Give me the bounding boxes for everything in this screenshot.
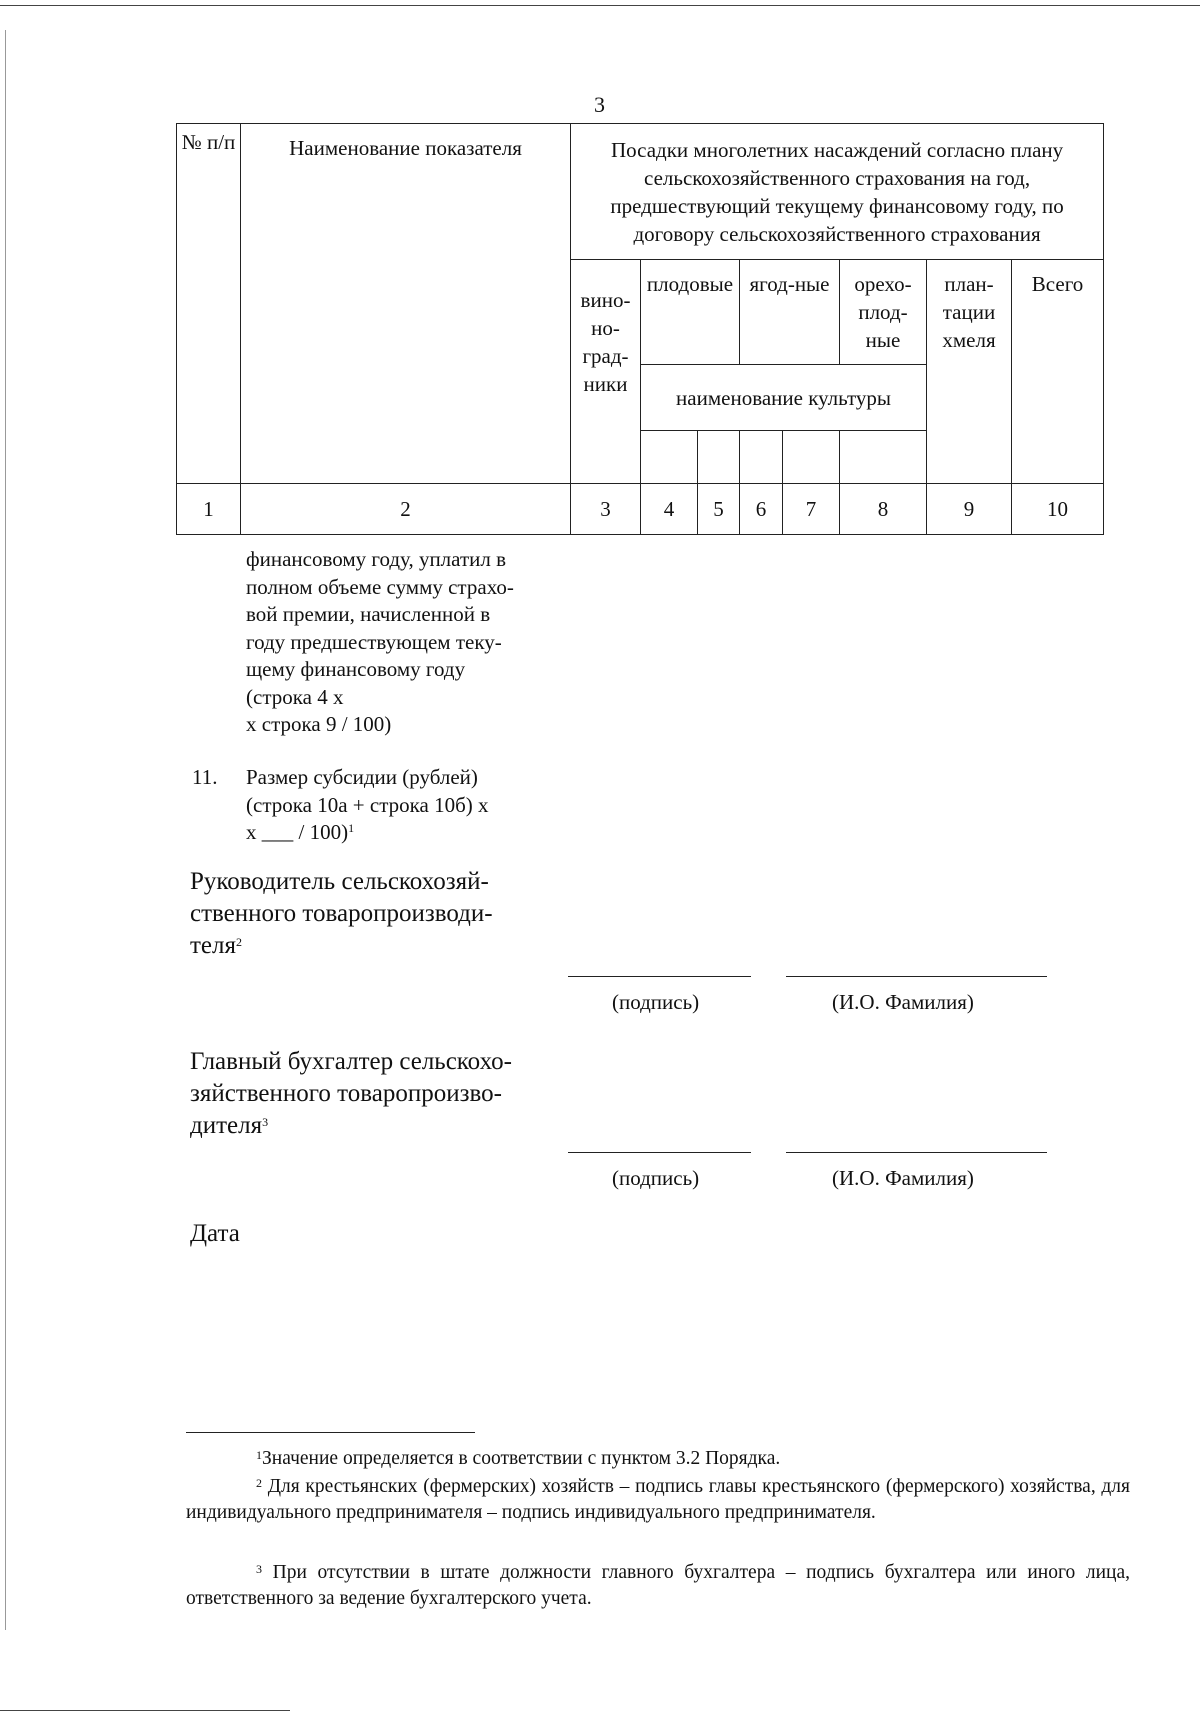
item-11-line: х ___ / 100) <box>246 820 349 844</box>
col-number: 3 <box>571 484 641 535</box>
footnote-text: При отсутствии в штате должности главного бухгалтера – подпись бухгалтера или иного лица, ответственного за ведение бухгалтерского учета. <box>186 1562 1130 1609</box>
col-num-header: № п/п <box>177 124 241 484</box>
row-line: полном объеме сумму страхо- <box>246 574 514 599</box>
item-11-number: 11. <box>192 765 218 789</box>
head-name-caption: (И.О. Фамилия) <box>832 990 974 1014</box>
item-11-line: Размер субсидии (рублей) <box>246 765 478 789</box>
accountant-signature-caption: (подпись) <box>612 1166 700 1190</box>
col-vineyards-header: вино-но-град-ники <box>571 260 641 484</box>
head-signature-line[interactable] <box>568 976 751 977</box>
head-name-line[interactable] <box>786 976 1047 977</box>
footnote-ref: 3 <box>262 1115 269 1129</box>
col-fruit-header: плодовые <box>641 260 740 365</box>
col-group-header: Посадки многолетних насаждений согласно плану сельскохозяйственного страхования на год, предшествующий текущему финансовому году, по договору сельскохозяйственного страхования <box>571 124 1104 260</box>
col-nut-header: орехо-плод-ные <box>840 260 927 365</box>
culture-cell <box>698 431 740 484</box>
culture-cell <box>783 431 840 484</box>
header-table <box>176 123 1104 535</box>
col-number: 10 <box>1012 484 1104 535</box>
footnote-text: Для крестьянских (фермерских) хозяйств – подпись главы крестьянского (фермерского) хозяйства, для индивидуального предпринимателя – подпись индивидуального предпринимателя. <box>186 1476 1131 1523</box>
head-title-line: теля <box>190 932 236 959</box>
footnote-3 <box>186 1560 1130 1612</box>
head-signature-caption: (подпись) <box>612 990 700 1014</box>
col-number: 4 <box>641 484 698 535</box>
col-hops-header: план-тации хмеля <box>927 260 1012 484</box>
scan-edge-top <box>0 5 1200 6</box>
col-number: 2 <box>241 484 571 535</box>
footnote-ref: 2 <box>236 935 242 949</box>
scan-edge-left <box>5 30 6 1630</box>
col-number: 1 <box>177 484 241 535</box>
accountant-title-line: дителя <box>190 1112 263 1139</box>
footnote-text: Значение определяется в соответствии с пунктом 3.2 Порядка. <box>262 1448 781 1469</box>
date-label: Дата <box>190 1220 240 1247</box>
accountant-name-line[interactable] <box>786 1152 1047 1153</box>
accountant-title-line: Главный бухгалтер сельскохо- <box>190 1048 512 1075</box>
culture-cell <box>840 431 927 484</box>
page-number: 3 <box>594 92 605 117</box>
accountant-signature-line[interactable] <box>568 1152 751 1153</box>
col-number: 7 <box>783 484 840 535</box>
culture-name-header: наименование культуры <box>641 365 927 431</box>
footnote-ref: 1 <box>348 821 355 835</box>
accountant-name-caption: (И.О. Фамилия) <box>832 1166 974 1190</box>
row-line: щему финансовому году <box>246 657 466 681</box>
scan-edge-bottom <box>0 1710 290 1711</box>
row-line: х строка 9 / 100) <box>246 712 392 736</box>
footnote-mark: 1 <box>256 1448 262 1462</box>
col-number: 5 <box>698 484 740 535</box>
head-title-line: ственного товаропроизводи- <box>190 900 493 927</box>
culture-cell <box>641 431 698 484</box>
culture-cell <box>740 431 783 484</box>
col-total-header: Всего <box>1012 260 1104 484</box>
col-number: 6 <box>740 484 783 535</box>
head-signature-title <box>190 866 570 962</box>
row-line: году предшествующем теку- <box>246 629 502 654</box>
row-line: (строка 4 х <box>246 684 344 709</box>
row-line: финансовому году, уплатил в <box>246 547 506 571</box>
footnote-2 <box>186 1474 1130 1526</box>
footnote-mark: 3 <box>256 1562 262 1576</box>
row-line: вой премии, начисленной в <box>246 602 491 626</box>
col-number: 8 <box>840 484 927 535</box>
col-berry-header: ягод-ные <box>740 260 840 365</box>
item-11-line: (строка 10а + строка 10б) х <box>246 792 489 817</box>
accountant-title-line: зяйственного товаропроизво- <box>190 1080 502 1107</box>
accountant-signature-title <box>190 1046 570 1142</box>
footnote-separator <box>186 1432 475 1433</box>
row-continuation-text <box>246 546 566 739</box>
col-number: 9 <box>927 484 1012 535</box>
col-name-header: Наименование показателя <box>241 124 571 484</box>
footnote-1 <box>186 1446 1130 1472</box>
item-11-text <box>246 764 566 847</box>
footnote-mark: 2 <box>256 1476 262 1490</box>
head-title-line: Руководитель сельскохозяй- <box>190 868 489 895</box>
